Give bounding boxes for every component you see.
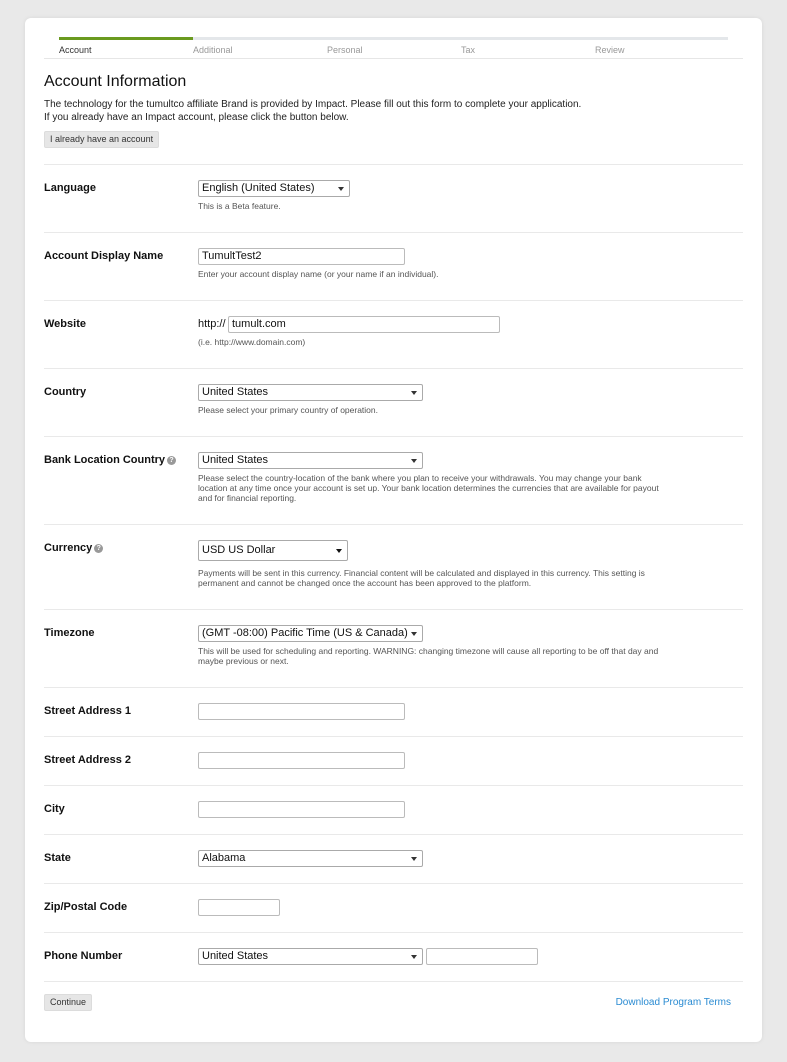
zip-input[interactable]	[198, 899, 280, 916]
divider	[44, 58, 743, 59]
intro-line-2: If you already have an Impact account, please click the button below.	[44, 112, 349, 123]
chevron-down-icon	[411, 955, 417, 959]
state-label: State	[44, 852, 71, 864]
website-prefix: http://	[198, 318, 226, 330]
progress-fill	[59, 37, 193, 40]
currency-label-text: Currency	[44, 542, 93, 554]
step-tax: Tax	[461, 45, 476, 55]
step-additional: Additional	[193, 45, 233, 55]
display-name-input[interactable]: TumultTest2	[198, 248, 405, 265]
website-input[interactable]: tumult.com	[228, 316, 500, 333]
language-hint: This is a Beta feature.	[198, 201, 281, 211]
currency-select[interactable]	[198, 540, 348, 561]
phone-country-value: United States	[202, 950, 269, 962]
country-value: United States	[202, 386, 269, 398]
bank-country-hint: Please select the country-location of the bank where you plan to receive your withdrawals. You may change your bank location at any time once your account is set up. Your bank location determines the currencies that are available for payout and for financial reporting.	[198, 473, 659, 503]
street1-label: Street Address 1	[44, 705, 132, 717]
phone-label: Phone Number	[44, 950, 123, 962]
continue-button[interactable]: Continue	[44, 994, 92, 1011]
step-account: Account	[59, 45, 92, 55]
street1-input[interactable]	[198, 703, 405, 720]
existing-account-button[interactable]: I already have an account	[44, 131, 159, 148]
website-hint: (i.e. http://www.domain.com)	[198, 337, 306, 347]
help-icon[interactable]: ?	[94, 544, 103, 553]
city-label: City	[44, 803, 65, 815]
country-label: Country	[44, 386, 87, 398]
currency-label	[44, 542, 103, 554]
display-name-label: Account Display Name	[44, 250, 164, 262]
phone-number-input[interactable]	[426, 948, 538, 965]
language-value: English (United States)	[202, 182, 315, 194]
bank-country-value: United States	[202, 454, 269, 466]
intro-line-1: The technology for the tumultco affiliate Brand is provided by Impact. Please fill out this form to complete your application.	[44, 99, 582, 110]
divider	[44, 436, 743, 437]
bank-country-label-text: Bank Location Country	[44, 454, 166, 466]
display-name-hint: Enter your account display name (or your name if an individual).	[198, 269, 439, 279]
divider	[44, 368, 743, 369]
currency-hint: Payments will be sent in this currency. Financial content will be calculated and displayed in this currency. This setting is permanent and cannot be changed once the account has been approved to the platform.	[198, 568, 645, 588]
street2-label: Street Address 2	[44, 754, 132, 766]
divider	[44, 164, 743, 165]
form-card	[25, 18, 762, 1042]
chevron-down-icon	[336, 549, 342, 553]
timezone-label: Timezone	[44, 627, 95, 639]
country-select[interactable]	[198, 384, 423, 401]
chevron-down-icon	[338, 187, 344, 191]
website-label: Website	[44, 318, 86, 330]
phone-country-select[interactable]	[198, 948, 423, 965]
chevron-down-icon	[411, 632, 417, 636]
state-select[interactable]	[198, 850, 423, 867]
language-select[interactable]	[198, 180, 350, 197]
bank-country-label	[44, 454, 176, 466]
timezone-hint: This will be used for scheduling and reporting. WARNING: changing timezone will cause all reporting to be off that day and maybe previous or next.	[198, 646, 659, 666]
step-personal: Personal	[327, 45, 363, 55]
divider	[44, 883, 743, 884]
page-title: Account Information	[44, 73, 187, 90]
divider	[44, 785, 743, 786]
language-label: Language	[44, 182, 96, 194]
progress-bar	[59, 37, 728, 40]
chevron-down-icon	[411, 857, 417, 861]
divider	[44, 932, 743, 933]
timezone-value: (GMT -08:00) Pacific Time (US & Canada)	[202, 627, 408, 639]
help-icon[interactable]: ?	[167, 456, 176, 465]
street2-input[interactable]	[198, 752, 405, 769]
divider	[44, 232, 743, 233]
download-terms-link[interactable]: Download Program Terms	[615, 997, 731, 1008]
chevron-down-icon	[411, 459, 417, 463]
zip-label: Zip/Postal Code	[44, 901, 128, 913]
divider	[44, 300, 743, 301]
bank-country-select[interactable]	[198, 452, 423, 469]
step-review: Review	[595, 45, 625, 55]
divider	[44, 834, 743, 835]
divider	[44, 609, 743, 610]
state-value: Alabama	[202, 852, 246, 864]
divider	[44, 524, 743, 525]
divider	[44, 736, 743, 737]
intro-text	[44, 98, 724, 124]
city-input[interactable]	[198, 801, 405, 818]
chevron-down-icon	[411, 391, 417, 395]
timezone-select[interactable]	[198, 625, 423, 642]
divider	[44, 687, 743, 688]
country-hint: Please select your primary country of operation.	[198, 405, 379, 415]
divider	[44, 981, 743, 982]
currency-value: USD US Dollar	[202, 544, 276, 556]
